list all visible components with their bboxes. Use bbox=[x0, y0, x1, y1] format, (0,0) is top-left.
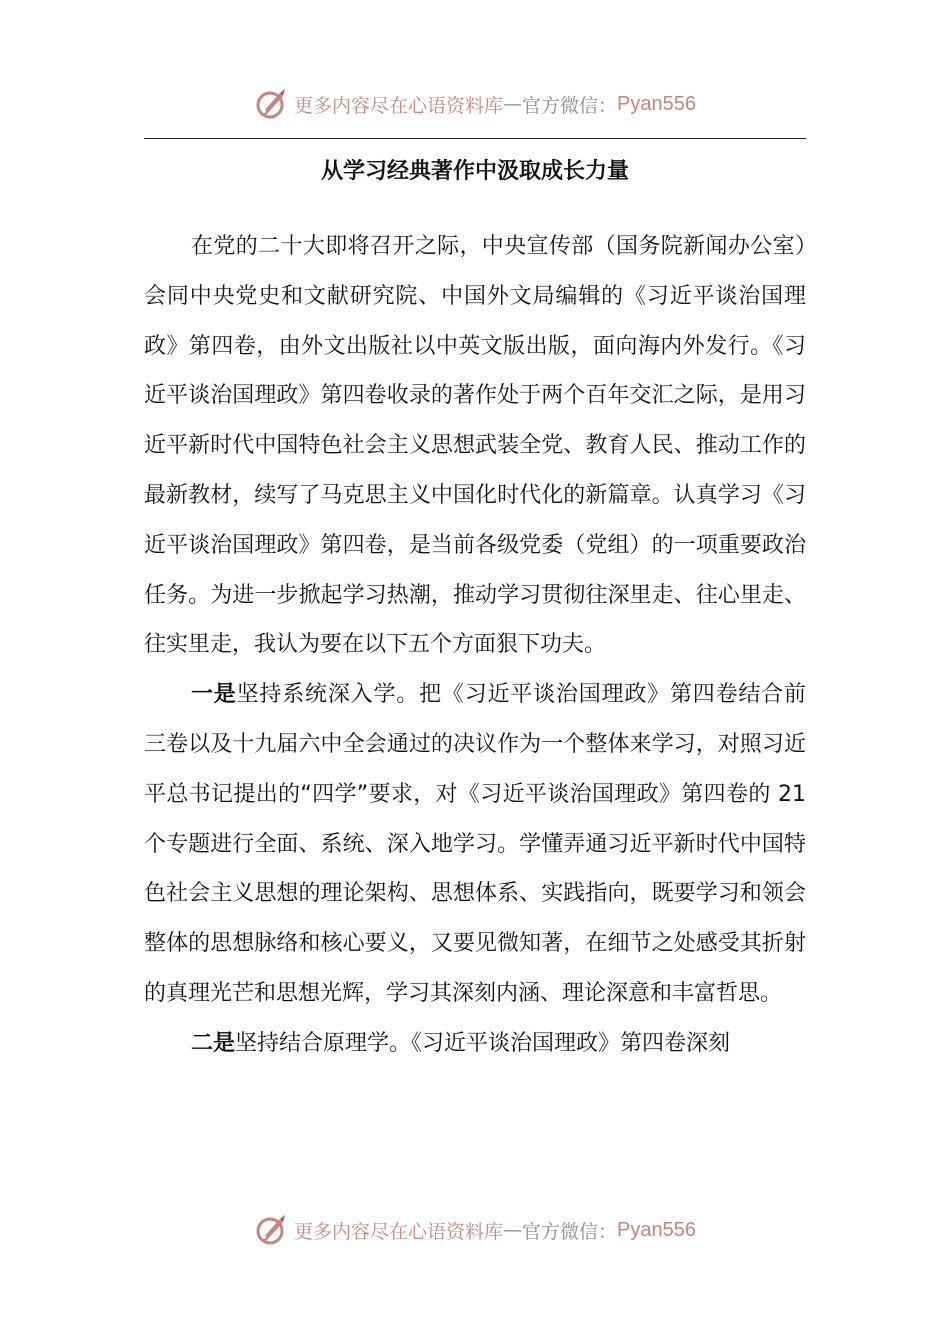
banner-wechat-id: Pyan556 bbox=[617, 92, 696, 115]
banner-separator: — bbox=[503, 93, 523, 115]
paragraph-text: 坚持系统深入学。把《习近平谈治国理政》第四卷结合前三卷以及十九届六中全会通过的决议作为一个整体来学习，对照习近平总书记提出的“四学”要求，对《习近平谈治国理政》第四卷的 21 个专题进行全面、系统、深入地学习。学懂弄通习近平新时代中国特色社会主义思想的理论架构、思想体系、实践指向，既要学习和领会整体的思想脉络和核心要义，又要见微知著，在细节之处感受其折射的真理光芒和思想光辉，学习其深刻内涵、理论深意和丰富哲思。 bbox=[144, 682, 806, 1006]
paragraph bbox=[144, 222, 806, 670]
paragraph-text: 坚持结合原理学。《习近平谈治国理政》第四卷深刻 bbox=[235, 1030, 731, 1056]
banner-main-text: 更多内容尽在心语资料库 bbox=[294, 94, 504, 117]
banner-wechat-label: 官方微信： bbox=[522, 94, 618, 117]
banner-main-text: 更多内容尽在心语资料库 bbox=[294, 1220, 504, 1243]
banner-wechat-label: 官方微信： bbox=[522, 1220, 618, 1243]
paragraph-lead: 一是 bbox=[191, 682, 237, 708]
footer-banner bbox=[0, 1210, 950, 1250]
header-banner bbox=[0, 84, 950, 124]
paragraph-text: 在党的二十大即将召开之际，中央宣传部（国务院新闻办公室）会同中央党史和文献研究院、中国外文局编辑的《习近平谈治国理政》第四卷，由外文出版社以中英文版出版，面向海内外发行。《习近平谈治国理政》第四卷收录的著作处于两个百年交汇之际，是用习近平新时代中国特色社会主义思想武装全党、教育人民、推动工作的最新教材，续写了马克思主义中国化时代化的新篇章。认真学习《习近平谈治国理政》第四卷，是当前各级党委（党组）的一项重要政治任务。为进一步掀起学习热潮，推动学习贯彻往深里走、往心里走、往实里走，我认为要在以下五个方面狠下功夫。 bbox=[144, 234, 806, 658]
paragraph-lead: 二是 bbox=[191, 1030, 236, 1056]
quill-logo-icon bbox=[254, 1213, 288, 1247]
document-title: 从学习经典著作中汲取成长力量 bbox=[320, 159, 629, 184]
paragraph bbox=[144, 1019, 806, 1069]
header-divider bbox=[144, 138, 806, 139]
quill-logo-icon bbox=[254, 87, 288, 121]
banner-separator: — bbox=[503, 1219, 523, 1241]
banner-wechat-id: Pyan556 bbox=[617, 1218, 696, 1241]
paragraph bbox=[144, 670, 806, 1019]
document-body bbox=[144, 222, 806, 1069]
